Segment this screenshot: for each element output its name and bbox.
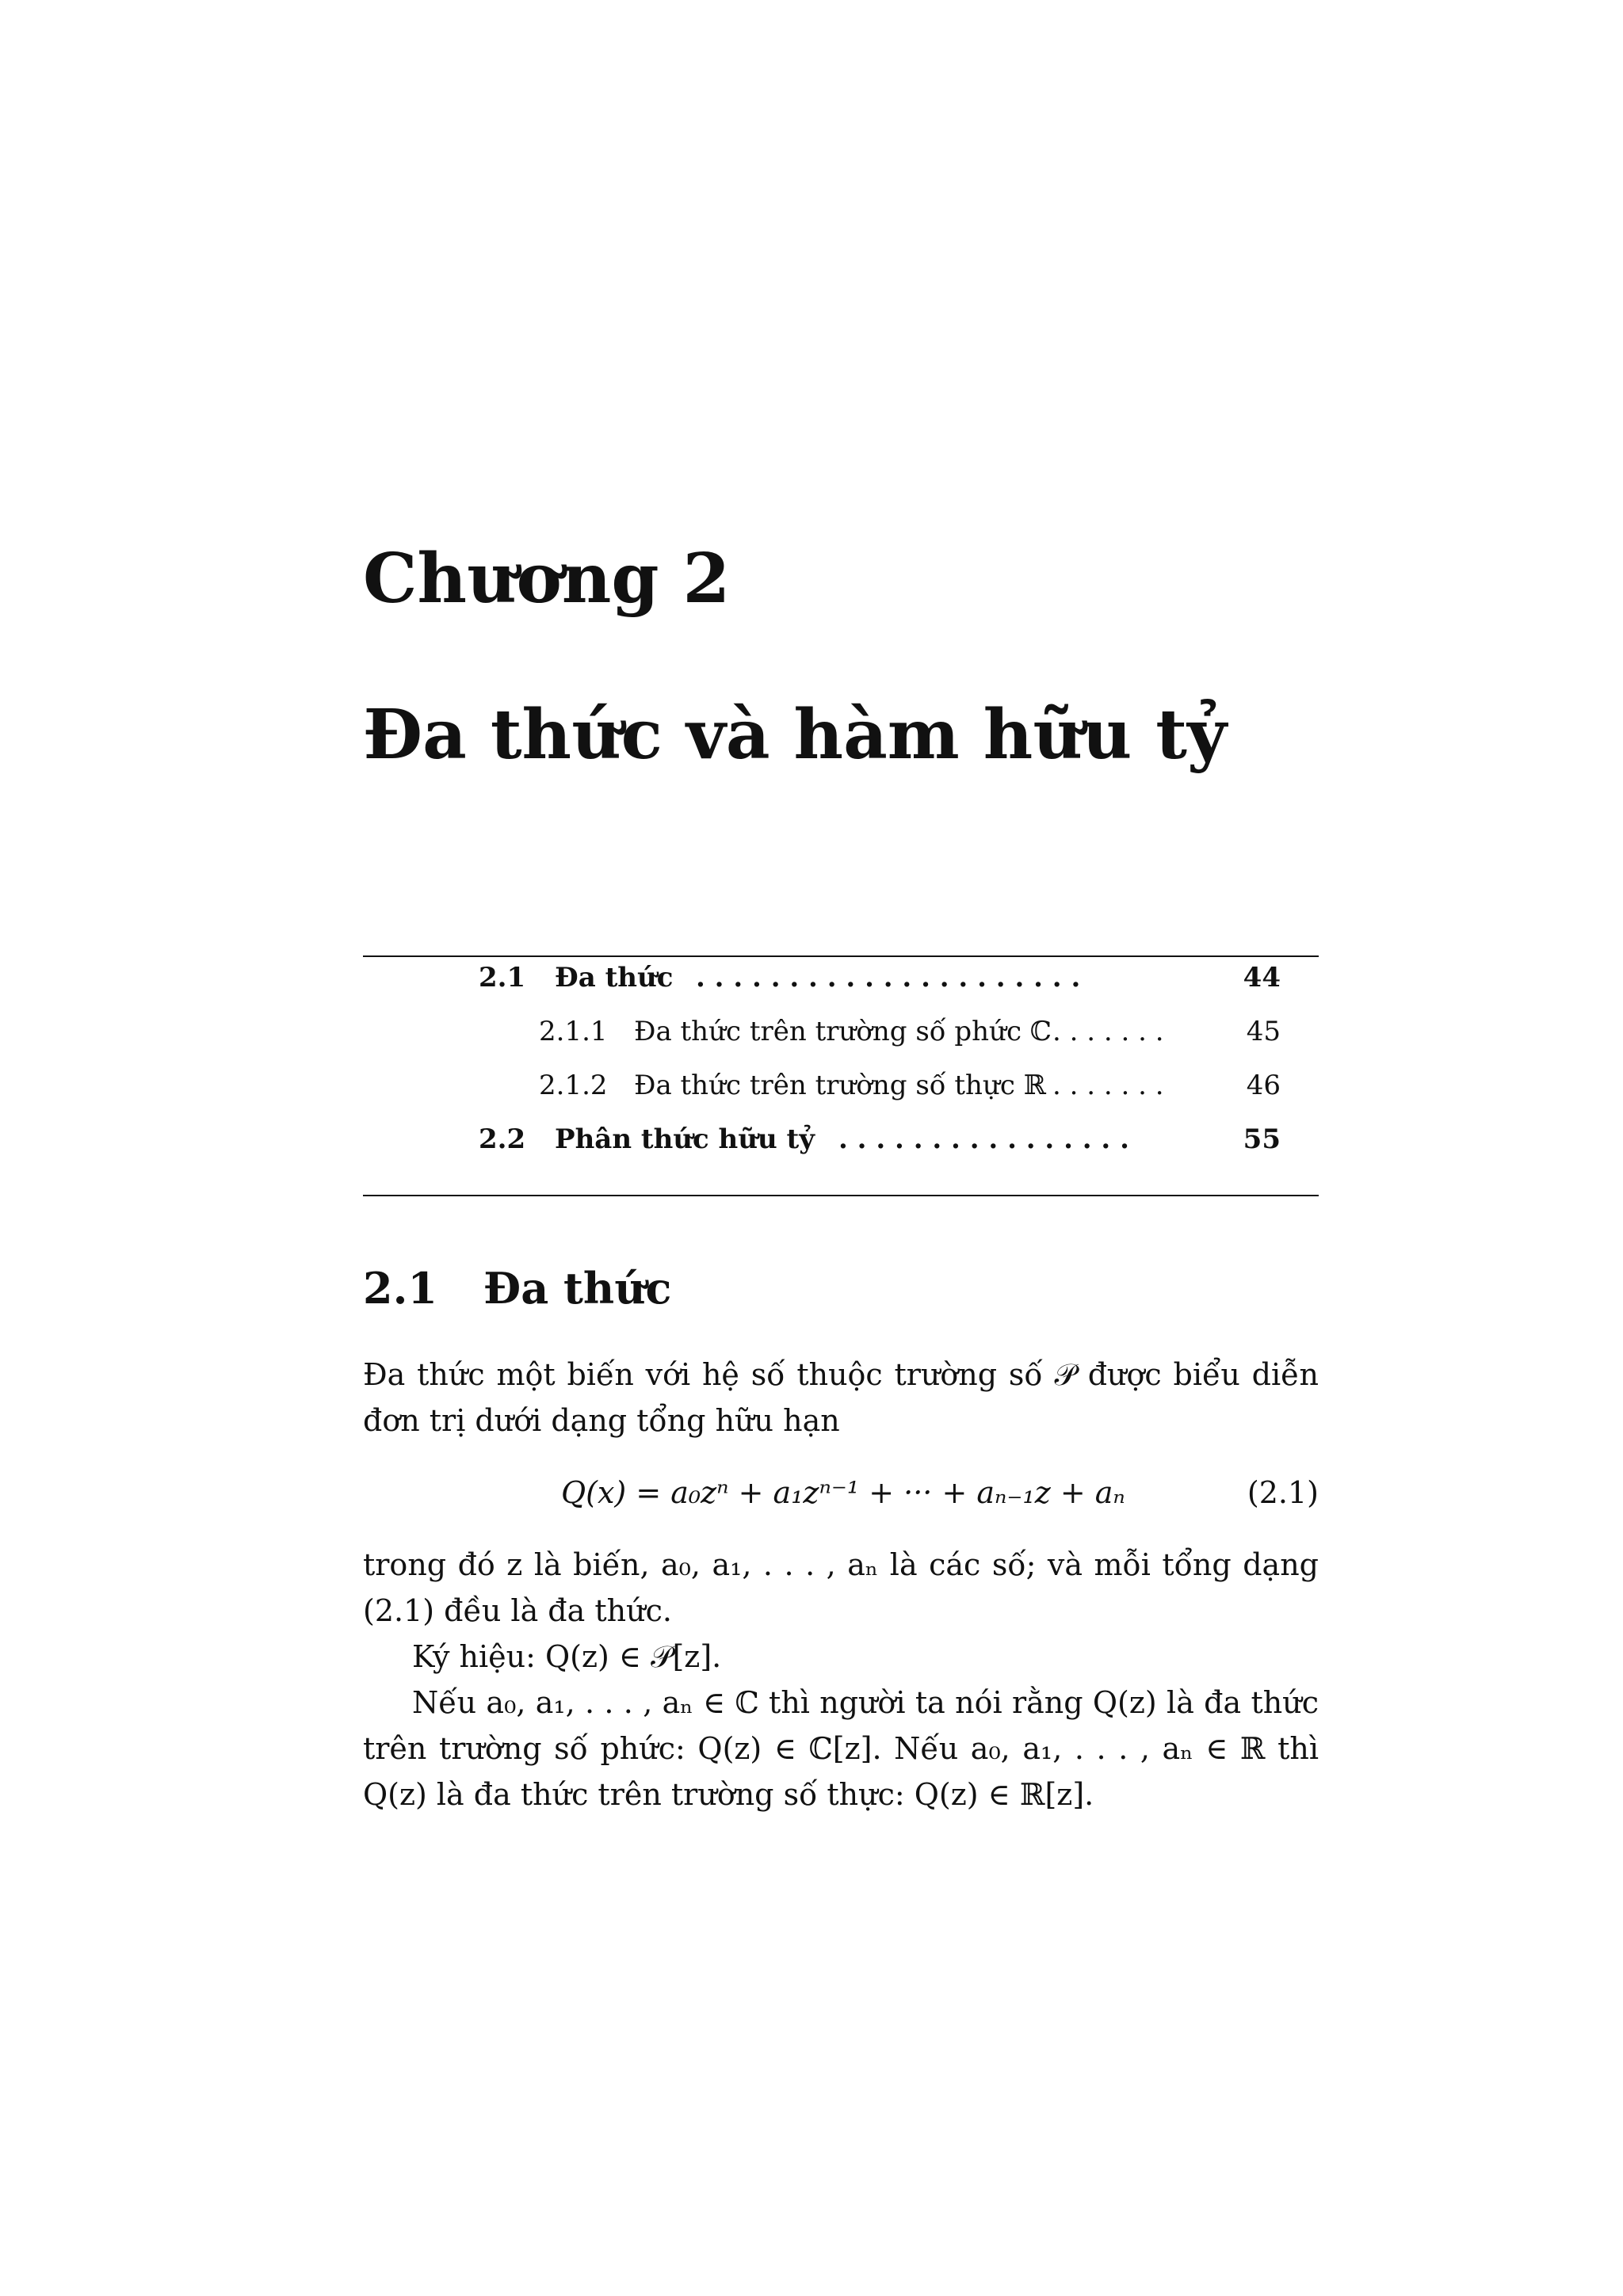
toc-item-number: 2.1.1 <box>539 1016 608 1047</box>
paragraph-definition: Đa thức một biến với hệ số thuộc trường số 𝒫 được biểu diễn đơn trị dưới dạng tổng hữu hạn <box>363 1357 1319 1438</box>
equation-number: (2.1) <box>1247 1475 1319 1510</box>
section-title: Đa thức <box>483 1263 672 1314</box>
toc-item-title: Đa thức trên trường số thực ℝ <box>634 1070 1046 1101</box>
toc-leader-dots: . . . . . . . <box>1052 1016 1164 1047</box>
toc-item-page: 55 <box>1243 1123 1281 1155</box>
paragraph-variables: trong đó z là biến, a₀, a₁, . . . , aₙ là các số; và mỗi tổng dạng (2.1) đều là đa thức. <box>363 1547 1319 1628</box>
toc-leader-dots: . . . . . . . . . . . . . . . . <box>838 1123 1129 1155</box>
toc-item-2-1-2[interactable] <box>363 1070 1319 1117</box>
toc-item-page: 44 <box>1243 962 1281 994</box>
toc-item-title: Đa thức trên trường số phức ℂ <box>634 1016 1052 1047</box>
toc-item-number: 2.1.2 <box>539 1070 608 1101</box>
toc-item-2-2[interactable] <box>363 1123 1319 1171</box>
equation-body: Q(x) = a₀zⁿ + a₁zⁿ⁻¹ + ··· + aₙ₋₁z + aₙ <box>561 1475 1125 1510</box>
toc-bottom-rule <box>363 1195 1319 1196</box>
toc-leader-dots: . . . . . . . . . . . . . . . . . . . . . <box>696 962 1081 994</box>
toc-item-2-1[interactable] <box>363 962 1319 1009</box>
chapter-title: Đa thức và hàm hữu tỷ <box>363 695 1227 775</box>
section-number: 2.1 <box>363 1263 437 1314</box>
equation-2-1 <box>363 1475 1319 1523</box>
toc-top-rule <box>363 955 1319 957</box>
toc-item-page: 45 <box>1246 1016 1281 1047</box>
toc-item-number: 2.1 <box>479 962 526 994</box>
paragraph-notation: Ký hiệu: Q(z) ∈ 𝒫[z]. <box>412 1639 722 1674</box>
toc-item-2-1-1[interactable] <box>363 1016 1319 1063</box>
section-heading <box>363 1263 671 1314</box>
toc-item-page: 46 <box>1246 1070 1281 1101</box>
paragraph-fields: Nếu a₀, a₁, . . . , aₙ ∈ ℂ thì người ta nói rằng Q(z) là đa thức trên trường số phức: Q(z) ∈ ℂ[z]. Nếu a₀, a₁, . . . , aₙ ∈ ℝ thì Q(z) là đa thức trên trường số thực: Q(z) ∈ ℝ[z]. <box>363 1685 1319 1812</box>
chapter-label: Chương 2 <box>363 539 731 619</box>
toc-item-title: Đa thức <box>555 962 674 994</box>
toc-leader-dots: . . . . . . . <box>1052 1070 1164 1101</box>
toc-item-number: 2.2 <box>479 1123 526 1155</box>
toc-item-title: Phân thức hữu tỷ <box>555 1123 815 1155</box>
